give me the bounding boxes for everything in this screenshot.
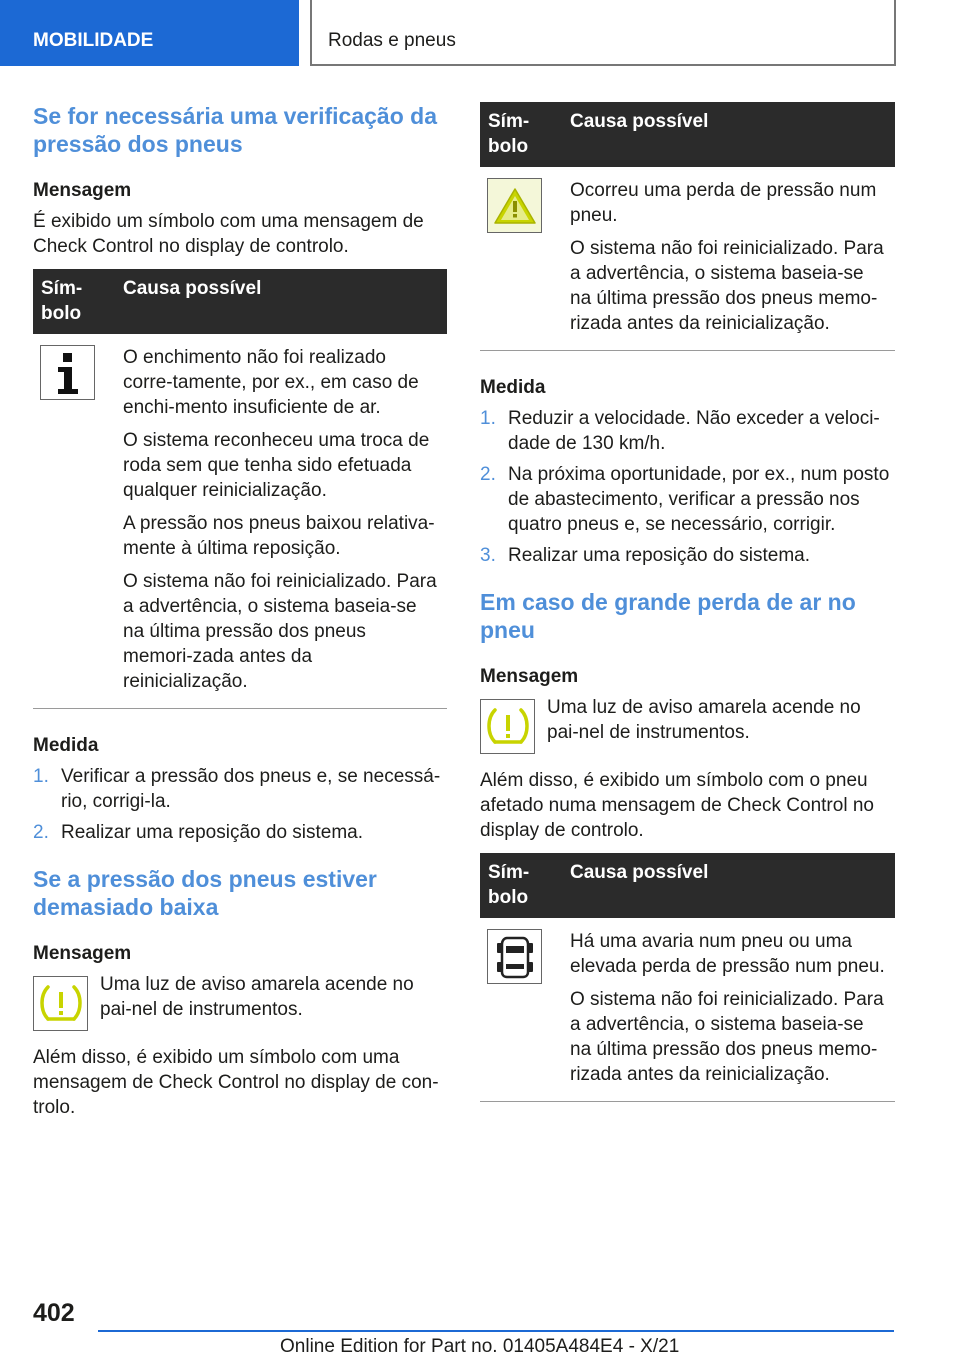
indicator-text: Uma luz de aviso amarela acende no pai-nel de instrumentos. [547,697,861,743]
indicator-row [33,972,447,1031]
table-row [480,167,895,351]
warning-triangle-icon [487,178,542,233]
chapter-title: Rodas e pneus [310,0,896,66]
list-item: 2. Na próxima oportunidade, por ex., num posto de abastecimento, verificar a pressão nos quatro pneus e, se necessário, corrigir. [480,464,890,535]
cause-table [33,269,447,709]
cause-cell [562,918,895,1102]
info-icon [40,345,95,400]
section-title-low-pressure: Se a pressão dos pneus estiver demasiado baixa [33,866,377,920]
list-item: 2. Realizar uma reposição do sistema. [33,822,364,843]
cause-text: O sistema não foi reinicializado. Para a advertência, o sistema baseia-se na última pressão dos pneus memori-zada antes da reinicialização. [123,571,437,692]
cause-text: Há uma avaria num pneu ou uma elevada perda de pressão num pneu. [570,931,885,977]
edition-note: Online Edition for Part no. 01405A484E4 - X/21 [280,1336,680,1357]
cause-table [480,853,895,1102]
tyre-pressure-warning-icon [480,699,535,754]
message-heading: Mensagem [33,180,132,201]
page-number: 402 [33,1299,75,1327]
cause-text: O sistema não foi reinicializado. Para a advertência, o sistema baseia-se na última pressão dos pneus memo-rizada antes da reinicialização. [570,989,884,1085]
indicator-text: Uma luz de aviso amarela acende no pai-nel de instrumentos. [100,974,414,1020]
column-header-symbol: Sím- bolo [480,102,562,167]
footer-divider [98,1330,894,1332]
measure-steps [480,406,895,568]
measure-steps [33,764,447,845]
column-header-cause: Causa possível [562,102,895,167]
table-row [33,334,447,709]
message-text: É exibido um símbolo com uma mensagem de Check Control no display de controlo. [33,211,424,257]
column-header-cause: Causa possível [562,853,895,918]
tyre-pressure-warning-icon [33,976,88,1031]
message-heading: Mensagem [480,666,579,687]
list-item: 1. Verificar a pressão dos pneus e, se necessá-rio, corrigi-la. [33,766,441,812]
list-item: 3. Realizar uma reposição do sistema. [480,545,811,566]
right-column [480,102,895,1126]
cause-cell [562,167,895,351]
cause-table [480,102,895,351]
car-tyre-icon [487,929,542,984]
measure-heading: Medida [33,735,99,756]
section-title-air-loss: Em caso de grande perda de ar no pneu [480,589,856,643]
extra-text: Além disso, é exibido um símbolo com uma mensagem de Check Control no display de con-trolo. [33,1047,439,1118]
measure-heading: Medida [480,377,546,398]
column-header-symbol: Sím- bolo [33,269,115,334]
symbol-cell [33,334,115,709]
section-title-check-pressure: Se for necessária uma verificação da pressão dos pneus [33,103,437,157]
cause-text: A pressão nos pneus baixou relativa-mente à última reposição. [123,513,435,559]
column-header-cause: Causa possível [115,269,447,334]
extra-text: Além disso, é exibido um símbolo com o pneu afetado numa mensagem de Check Control no display de controlo. [480,770,874,841]
indicator-row [480,695,895,754]
message-heading: Mensagem [33,943,132,964]
cause-text: O sistema reconheceu uma troca de roda sem que tenha sido efetuada qualquer reinicialização. [123,430,430,501]
cause-text: Ocorreu uma perda de pressão num pneu. [570,180,877,226]
cause-text: O sistema não foi reinicializado. Para a advertência, o sistema baseia-se na última pressão dos pneus memo-rizada antes da reinicialização. [570,238,884,334]
table-row [480,918,895,1102]
cause-cell [115,334,447,709]
list-item: 1. Reduzir a velocidade. Não exceder a veloci-dade de 130 km/h. [480,408,880,454]
cause-text: O enchimento não foi realizado corre-tamente, por ex., em caso de enchi-mento insuficiente de ar. [123,347,419,418]
symbol-cell [480,167,562,351]
symbol-cell [480,918,562,1102]
section-tab: MOBILIDADE [0,0,299,66]
column-header-symbol: Sím- bolo [480,853,562,918]
left-column [33,102,447,1130]
